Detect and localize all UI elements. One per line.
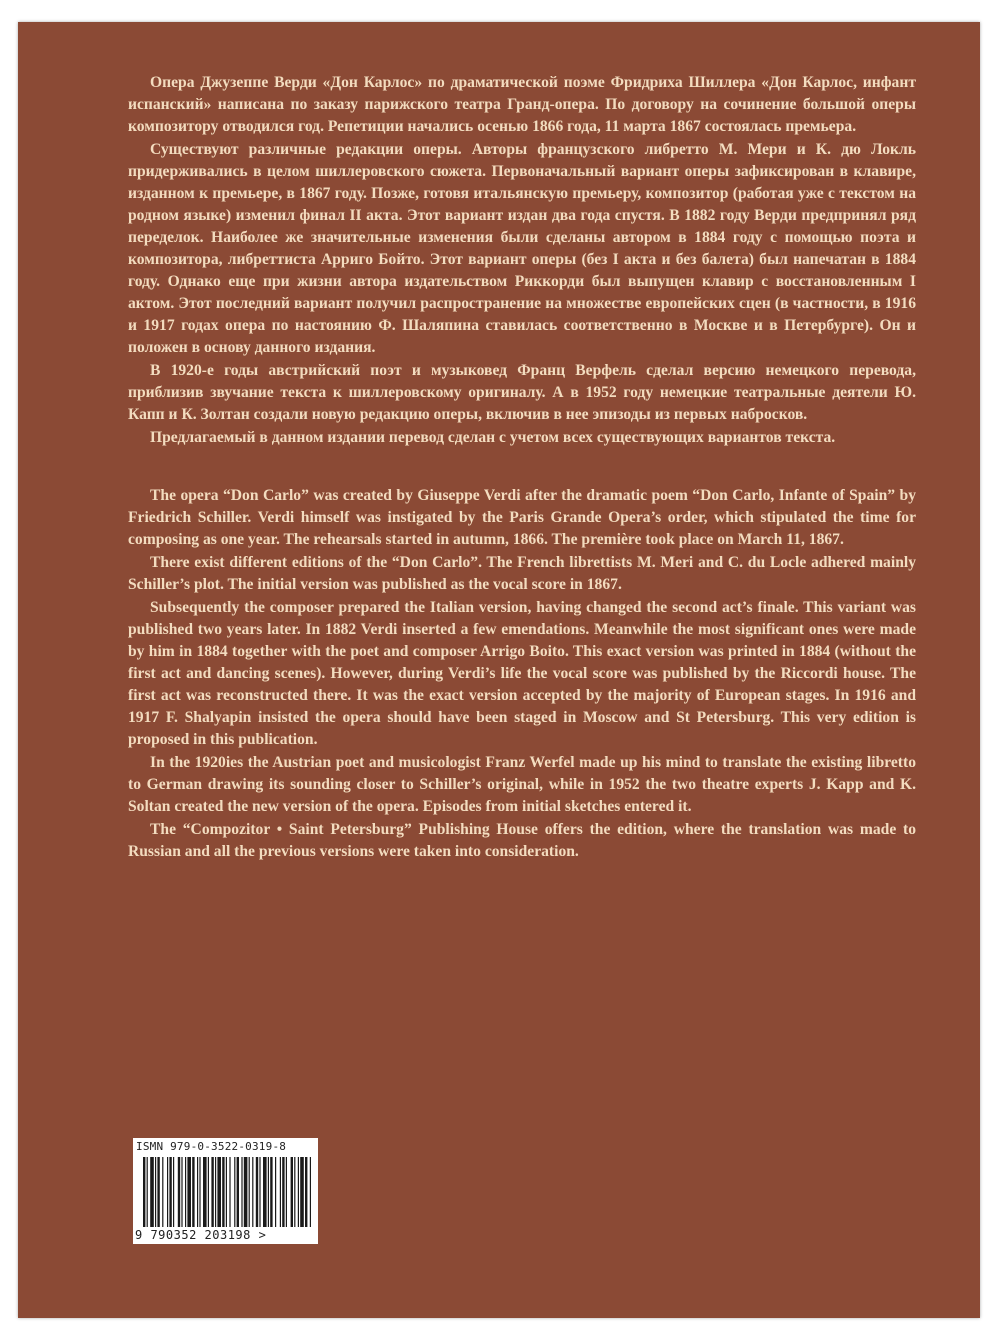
- en-paragraph-2: There exist different editions of the “Don Carlo”. The French librettists M. Meri and C. du Locle adhered mainly Schiller’s plot. The initial version was published as the vocal score in 1867.: [128, 554, 916, 593]
- english-annotation: [128, 485, 916, 863]
- barcode-icon: [141, 1157, 313, 1227]
- russian-annotation: [128, 72, 916, 449]
- ru-paragraph-1: Опера Джузеппе Верди «Дон Карлос» по драматической поэме Фридриха Шиллера «Дон Карлос, инфант испанский» написана по заказу парижского театра Гранд-опера. По договору на сочинение большой оперы композитору отводился год. Репетиции начались осенью 1866 года, 11 марта 1867 состоялась премьера.: [128, 74, 916, 135]
- book-back-cover: [18, 22, 980, 1318]
- en-paragraph-5: The “Compozitor • Saint Petersburg” Publishing House offers the edition, where the translation was made to Russian and all the previous versions were taken into consideration.: [128, 821, 916, 860]
- en-paragraph-3: Subsequently the composer prepared the Italian version, having changed the second act’s finale. This variant was published two years later. In 1882 Verdi inserted a few emendations. Meanwhile the most significant ones were made by him in 1884 together with the poet and composer Arrigo Boito. This exact version was printed in 1884 (without the first act and dancing scenes). However, during Verdi’s life the vocal score was published by the Riccordi house. The first act was reconstructed there. It was the exact version accepted by the majority of European stages. In 1916 and 1917 F. Shalyapin insisted the opera should have been staged in Moscow and St Petersburg. This very edition is proposed in this publication.: [128, 599, 916, 748]
- ismn-number: ISMN 979-0-3522-0319-8: [136, 1140, 287, 1153]
- annotation-text: [128, 72, 916, 864]
- barcode-label: [133, 1138, 318, 1244]
- ru-paragraph-2: Существуют различные редакции оперы. Авторы французского либретто М. Мери и К. дю Локль придерживались в целом шиллеровского сюжета. Первоначальный вариант оперы зафиксирован в клавире, изданном к премьере, в 1867 году. Позже, готовя итальянскую премьеру, композитор (работая уже с текстом на родном языке) изменил финал II акта. Этот вариант издан два года спустя. В 1882 году Верди предпринял ряд переделок. Наиболее же значительные изменения были сделаны автором в 1884 году с помощью поэта и композитора, либреттиста Арриго Бойто. Этот вариант оперы (без I акта и без балета) был напечатан в 1884 году. Однако еще при жизни автора издательством Риккорди был выпущен клавир с восстановленным I актом. Этот последний вариант получил распространение на множестве европейских сцен (в частности, в 1916 и 1917 годах опера по настоянию Ф. Шаляпина ставилась соответственно в Москве и в Петербурге). Он и положен в основу данного издания.: [128, 141, 916, 356]
- ru-paragraph-4: Предлагаемый в данном издании перевод сделан с учетом всех существующих вариантов текста.: [150, 429, 836, 446]
- barcode-digits: 9 790352 203198 >: [135, 1228, 267, 1242]
- ru-paragraph-3: В 1920-е годы австрийский поэт и музыковед Франц Верфель сделал версию немецкого перевода, приблизив звучание текста к шиллеровскому оригиналу. А в 1952 году немецкие театральные деятели Ю. Капп и К. Золтан создали новую редакцию оперы, включив в нее эпизоды из первых набросков.: [128, 362, 916, 423]
- en-paragraph-4: In the 1920ies the Austrian poet and musicologist Franz Werfel made up his mind to translate the existing libretto to German drawing its sounding closer to Schiller’s original, while in 1952 the two theatre experts J. Kapp and K. Soltan created the new version of the opera. Episodes from initial sketches entered it.: [128, 754, 916, 815]
- en-paragraph-1: The opera “Don Carlo” was created by Giuseppe Verdi after the dramatic poem “Don Carlo, Infante of Spain” by Friedrich Schiller. Verdi himself was instigated by the Paris Grande Opera’s order, which stipulated the time for composing as one year. The rehearsals started in autumn, 1866. The première took place on March 11, 1867.: [128, 487, 916, 548]
